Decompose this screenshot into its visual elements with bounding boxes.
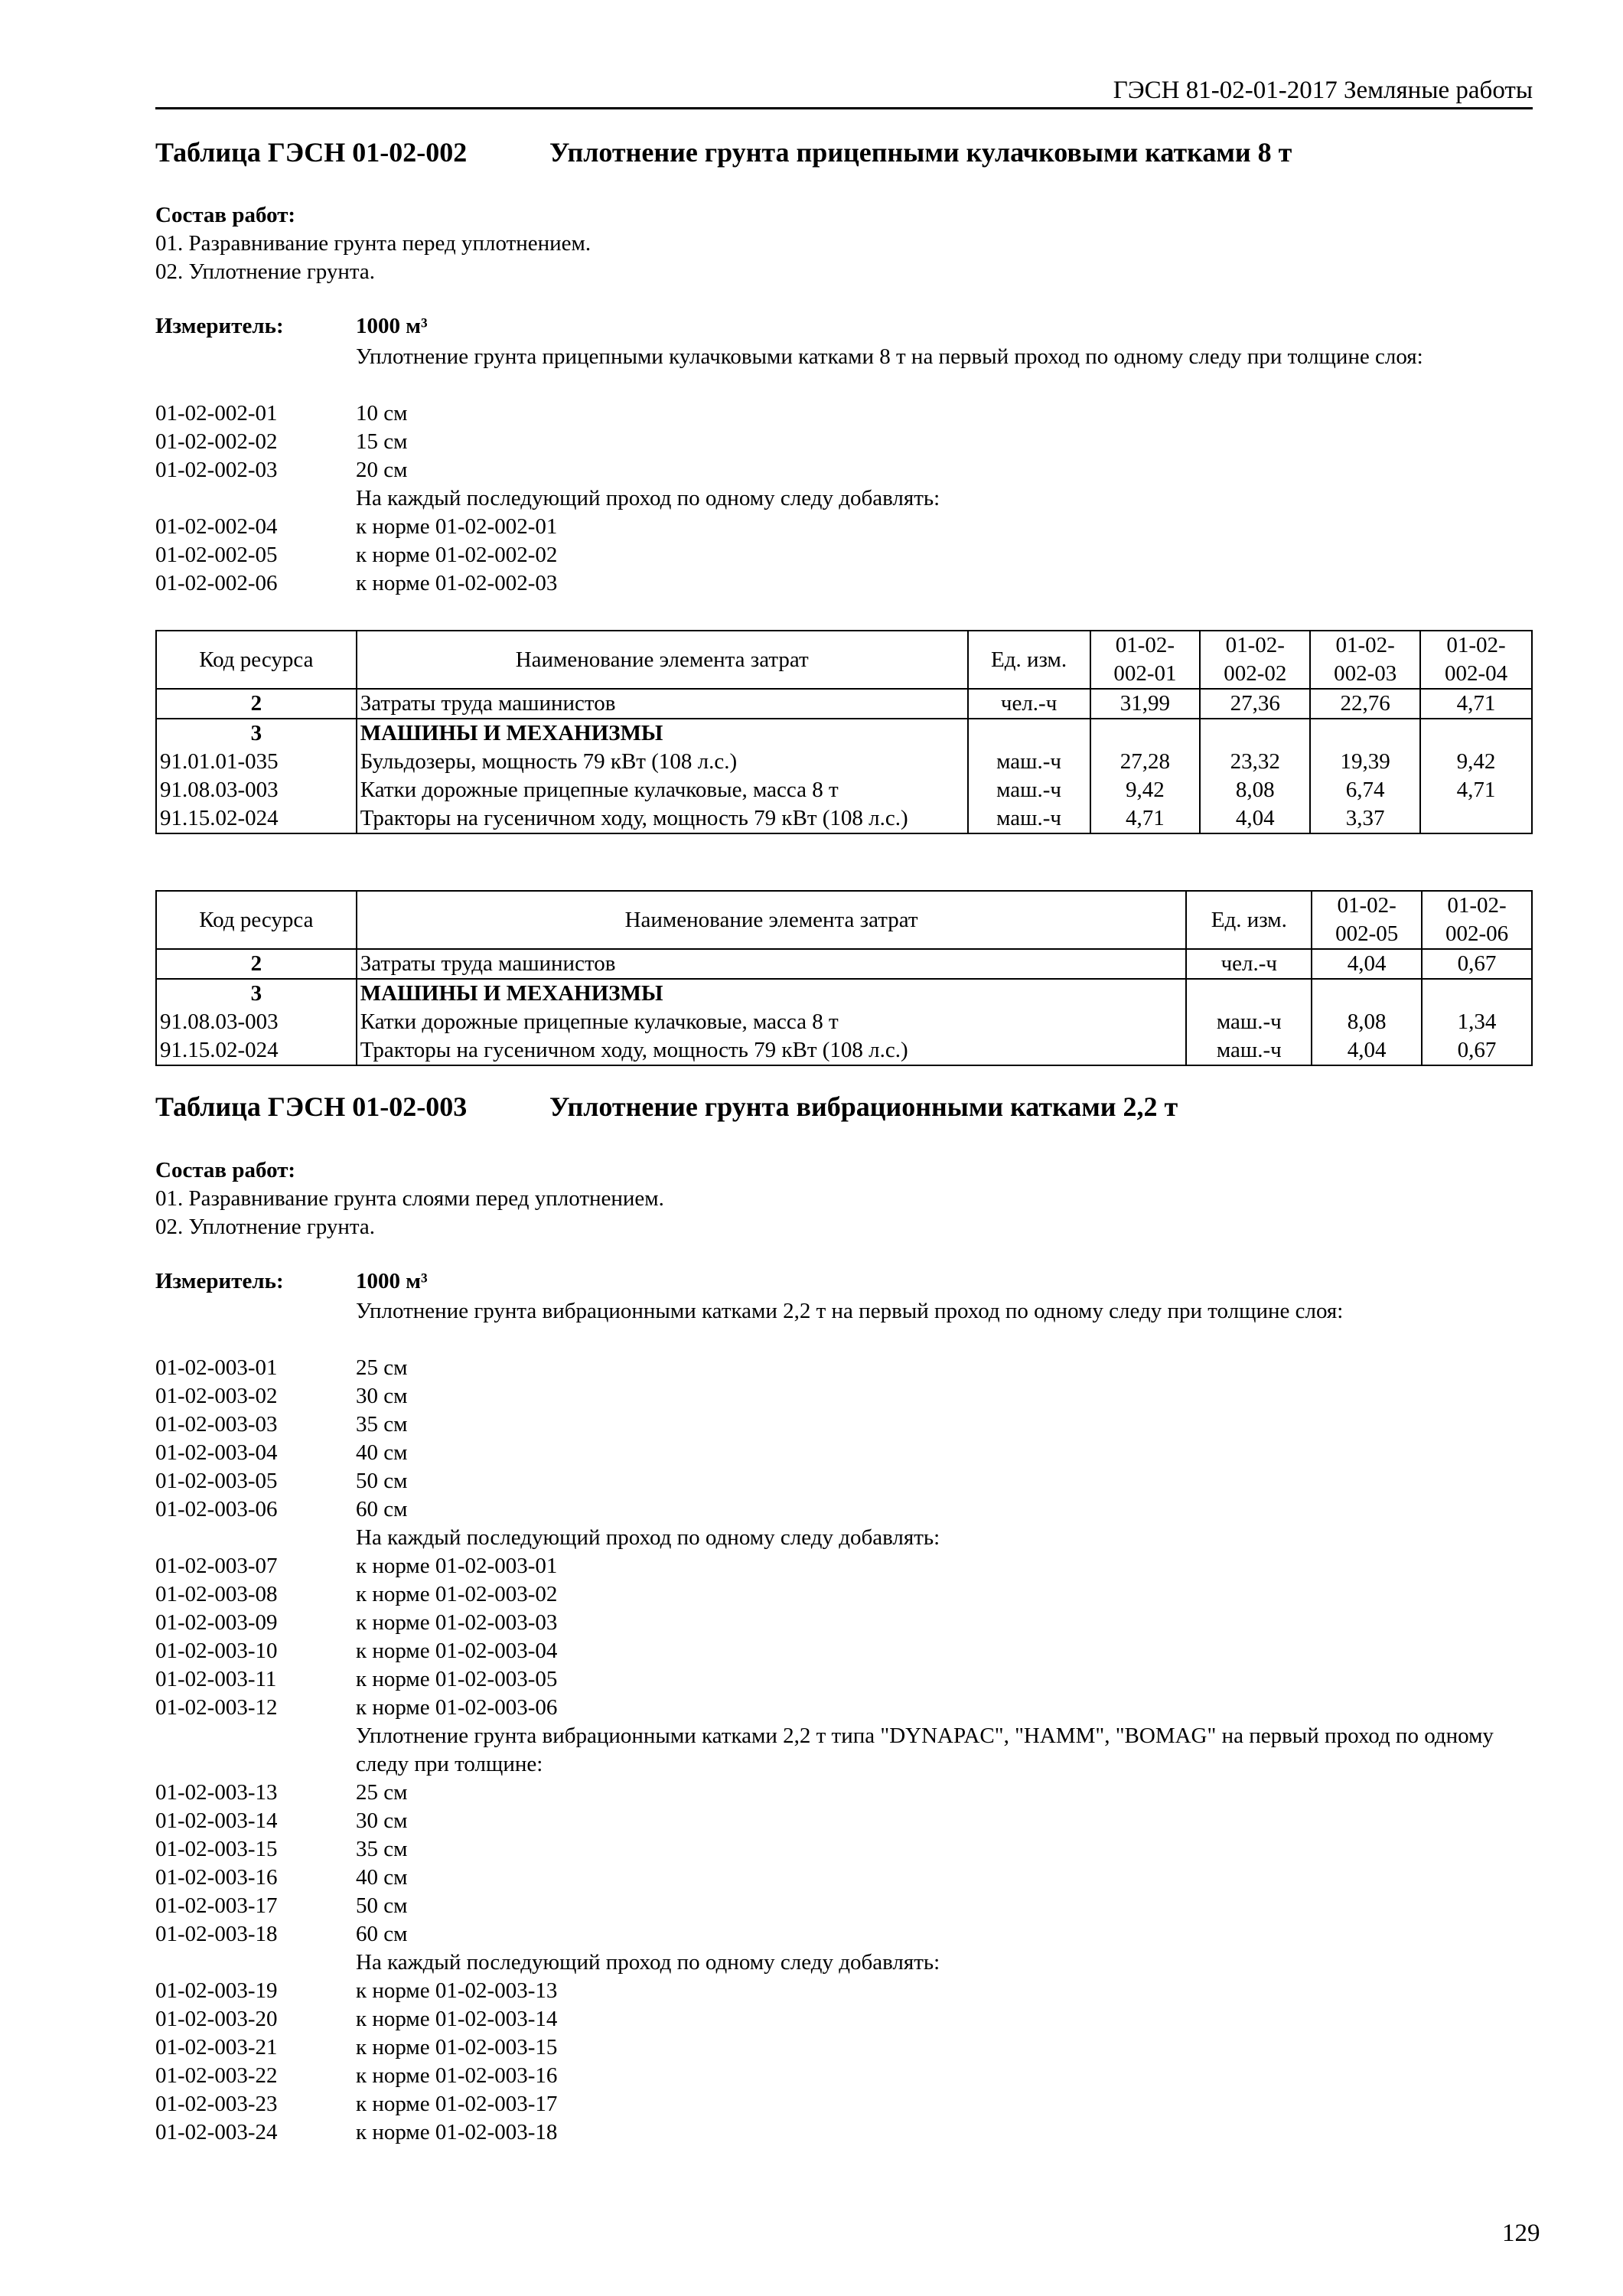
cell-values: 27,28 9,42 4,71 xyxy=(1090,719,1201,833)
norm-text: 25 см xyxy=(356,1780,408,1805)
norm-text: 40 см xyxy=(356,1865,408,1890)
norm-text: к норме 01-02-002-02 xyxy=(356,543,558,567)
norm-text: 15 см xyxy=(356,429,408,454)
norm-text: 50 см xyxy=(356,1893,408,1918)
cell-values: 9,42 4,71 xyxy=(1420,719,1532,833)
norm-text: к норме 01-02-003-02 xyxy=(356,1582,558,1606)
norm-text: к норме 01-02-003-15 xyxy=(356,2035,558,2060)
norm-text: к норме 01-02-002-03 xyxy=(356,571,558,595)
norm-code: 01-02-003-10 xyxy=(155,1639,278,1663)
norm-code: 01-02-002-03 xyxy=(155,458,278,482)
norm-code: 01-02-003-17 xyxy=(155,1893,278,1918)
composition-item: 01. Разравнивание грунта слоями перед уплотнением. xyxy=(155,1186,664,1211)
norm-code: 01-02-003-13 xyxy=(155,1780,278,1805)
header-rule xyxy=(155,107,1533,109)
norm-text: 25 см xyxy=(356,1355,408,1380)
composition-label: Состав работ: xyxy=(155,203,296,227)
cell-values: 8,08 4,04 xyxy=(1312,979,1422,1065)
cell-code: 2 xyxy=(156,949,357,979)
norm-code: 01-02-003-01 xyxy=(155,1355,278,1380)
norm-text: 20 см xyxy=(356,458,408,482)
norm-code: 01-02-003-24 xyxy=(155,2120,278,2144)
composition-item: 01. Разравнивание грунта перед уплотнением. xyxy=(155,231,592,256)
cell-units: маш.-ч маш.-ч маш.-ч xyxy=(968,719,1090,833)
cell-units: маш.-ч маш.-ч xyxy=(1186,979,1312,1065)
norm-text: 35 см xyxy=(356,1837,408,1861)
norm-text: Уплотнение грунта вибрационными катками 2,2 т на первый проход по одному следу при толщине слоя: xyxy=(356,1299,1344,1323)
cell-code: 2 xyxy=(156,689,357,719)
running-header: ГЭСН 81-02-01-2017 Земляные работы xyxy=(1113,77,1533,104)
meter-label: Измеритель: xyxy=(155,314,284,338)
col-header-unit: Ед. изм. xyxy=(968,631,1090,689)
cell-value: 22,76 xyxy=(1310,689,1420,719)
table-heading: Уплотнение грунта прицепными кулачковыми катками 8 т xyxy=(549,137,1292,168)
table-row-labor xyxy=(156,689,1532,719)
norm-code: 01-02-003-21 xyxy=(155,2035,278,2060)
table-row-labor xyxy=(156,949,1532,979)
col-header-unit: Ед. изм. xyxy=(1186,891,1312,949)
norm-text: 60 см xyxy=(356,1497,408,1521)
norm-code: 01-02-002-05 xyxy=(155,543,278,567)
norm-code: 01-02-003-12 xyxy=(155,1695,278,1720)
norm-code: 01-02-002-06 xyxy=(155,571,278,595)
table-title-01-02-002 xyxy=(155,136,1292,168)
col-header-norm: 01-02- 002-02 xyxy=(1200,631,1310,689)
table-heading: Уплотнение грунта вибрационными катками 2,2 т xyxy=(549,1091,1178,1122)
cell-codes: 3 91.01.01-035 91.08.03-003 91.15.02-024 xyxy=(156,719,357,833)
table-number: Таблица ГЭСН 01-02-002 xyxy=(155,137,468,168)
cell-values: 1,34 0,67 xyxy=(1422,979,1532,1065)
norm-code: 01-02-003-22 xyxy=(155,2063,278,2088)
composition-item: 02. Уплотнение грунта. xyxy=(155,259,375,284)
norm-text: 60 см xyxy=(356,1922,408,1946)
norm-code: 01-02-003-20 xyxy=(155,2007,278,2031)
resource-table-1 xyxy=(155,630,1533,834)
composition-item: 02. Уплотнение грунта. xyxy=(155,1215,375,1239)
norm-code: 01-02-003-15 xyxy=(155,1837,278,1861)
norm-text: к норме 01-02-003-13 xyxy=(356,1978,558,2003)
cell-name: Затраты труда машинистов xyxy=(357,689,968,719)
norm-text: 40 см xyxy=(356,1440,408,1465)
norm-code: 01-02-003-06 xyxy=(155,1497,278,1521)
cell-value: 4,71 xyxy=(1420,689,1532,719)
norm-code: 01-02-003-02 xyxy=(155,1384,278,1408)
col-header-norm: 01-02- 002-06 xyxy=(1422,891,1532,949)
cell-codes: 3 91.08.03-003 91.15.02-024 xyxy=(156,979,357,1065)
norm-code: 01-02-003-11 xyxy=(155,1667,277,1691)
table-title-01-02-003 xyxy=(155,1091,1178,1123)
norm-code: 01-02-003-08 xyxy=(155,1582,278,1606)
col-header-name: Наименование элемента затрат xyxy=(357,631,968,689)
cell-value: 4,04 xyxy=(1312,949,1422,979)
norm-text: к норме 01-02-003-16 xyxy=(356,2063,558,2088)
norm-text: к норме 01-02-003-14 xyxy=(356,2007,558,2031)
cell-names: МАШИНЫ И МЕХАНИЗМЫ Бульдозеры, мощность 79 кВт (108 л.с.) Катки дорожные прицепные кулачковые, масса 8 т Тракторы на гусеничном ходу, мощность 79 кВт (108 л.с.) xyxy=(357,719,968,833)
cell-name: Затраты труда машинистов xyxy=(357,949,1187,979)
cell-values: 19,39 6,74 3,37 xyxy=(1310,719,1420,833)
norm-code: 01-02-003-05 xyxy=(155,1469,278,1493)
norm-code: 01-02-002-01 xyxy=(155,401,278,426)
norm-text: к норме 01-02-003-06 xyxy=(356,1695,558,1720)
norm-text: На каждый последующий проход по одному следу добавлять: xyxy=(356,1950,940,1975)
norm-code: 01-02-003-09 xyxy=(155,1610,278,1635)
col-header-norm: 01-02- 002-03 xyxy=(1310,631,1420,689)
table-header-row xyxy=(156,631,1532,689)
norm-text: к норме 01-02-003-18 xyxy=(356,2120,558,2144)
norm-text: 10 см xyxy=(356,401,408,426)
cell-unit: чел.-ч xyxy=(1186,949,1312,979)
meter-value: 1000 м³ xyxy=(356,1269,428,1293)
norm-text: к норме 01-02-003-04 xyxy=(356,1639,558,1663)
col-header-norm: 01-02- 002-04 xyxy=(1420,631,1532,689)
col-header-code: Код ресурса xyxy=(156,631,357,689)
col-header-name: Наименование элемента затрат xyxy=(357,891,1187,949)
table-row-machines xyxy=(156,719,1532,833)
norm-code: 01-02-002-02 xyxy=(155,429,278,454)
norm-text: к норме 01-02-003-01 xyxy=(356,1554,558,1578)
norm-code: 01-02-002-04 xyxy=(155,514,278,539)
norm-text: Уплотнение грунта вибрационными катками 2,2 т типа "DYNAPAC", "HAMM", "BOMAG" на первый проход по одному следу при толщине: xyxy=(356,1724,1494,1776)
cell-value: 27,36 xyxy=(1200,689,1310,719)
cell-value: 31,99 xyxy=(1090,689,1201,719)
norm-text: к норме 01-02-003-03 xyxy=(356,1610,558,1635)
col-header-norm: 01-02- 002-05 xyxy=(1312,891,1422,949)
norm-code: 01-02-003-04 xyxy=(155,1440,278,1465)
norm-code: 01-02-003-16 xyxy=(155,1865,278,1890)
norm-code: 01-02-003-19 xyxy=(155,1978,278,2003)
norm-code: 01-02-003-23 xyxy=(155,2092,278,2116)
cell-values: 23,32 8,08 4,04 xyxy=(1200,719,1310,833)
norm-code: 01-02-003-14 xyxy=(155,1808,278,1833)
col-header-code: Код ресурса xyxy=(156,891,357,949)
norm-text: Уплотнение грунта прицепными кулачковыми катками 8 т на первый проход по одному следу при толщине слоя: xyxy=(356,344,1423,369)
norm-text: 30 см xyxy=(356,1384,408,1408)
meter-label: Измеритель: xyxy=(155,1269,284,1293)
norm-text: 30 см xyxy=(356,1808,408,1833)
composition-label: Состав работ: xyxy=(155,1158,296,1182)
norm-code: 01-02-003-07 xyxy=(155,1554,278,1578)
cell-value: 0,67 xyxy=(1422,949,1532,979)
cell-names: МАШИНЫ И МЕХАНИЗМЫ Катки дорожные прицепные кулачковые, масса 8 т Тракторы на гусеничном ходу, мощность 79 кВт (108 л.с.) xyxy=(357,979,1187,1065)
norm-code: 01-02-003-18 xyxy=(155,1922,278,1946)
norm-text: 50 см xyxy=(356,1469,408,1493)
norm-text: На каждый последующий проход по одному следу добавлять: xyxy=(356,486,940,510)
cell-unit: чел.-ч xyxy=(968,689,1090,719)
norm-text: к норме 01-02-002-01 xyxy=(356,514,558,539)
norm-text: 35 см xyxy=(356,1412,408,1437)
norm-text: На каждый последующий проход по одному следу добавлять: xyxy=(356,1525,940,1550)
table-row-machines xyxy=(156,979,1532,1065)
norm-text: к норме 01-02-003-05 xyxy=(356,1667,558,1691)
table-header-row xyxy=(156,891,1532,949)
table-number: Таблица ГЭСН 01-02-003 xyxy=(155,1091,468,1122)
col-header-norm: 01-02- 002-01 xyxy=(1090,631,1201,689)
norm-text: к норме 01-02-003-17 xyxy=(356,2092,558,2116)
meter-value: 1000 м³ xyxy=(356,314,428,338)
page-number: 129 xyxy=(1502,2219,1540,2247)
norm-code: 01-02-003-03 xyxy=(155,1412,278,1437)
resource-table-2 xyxy=(155,890,1533,1066)
